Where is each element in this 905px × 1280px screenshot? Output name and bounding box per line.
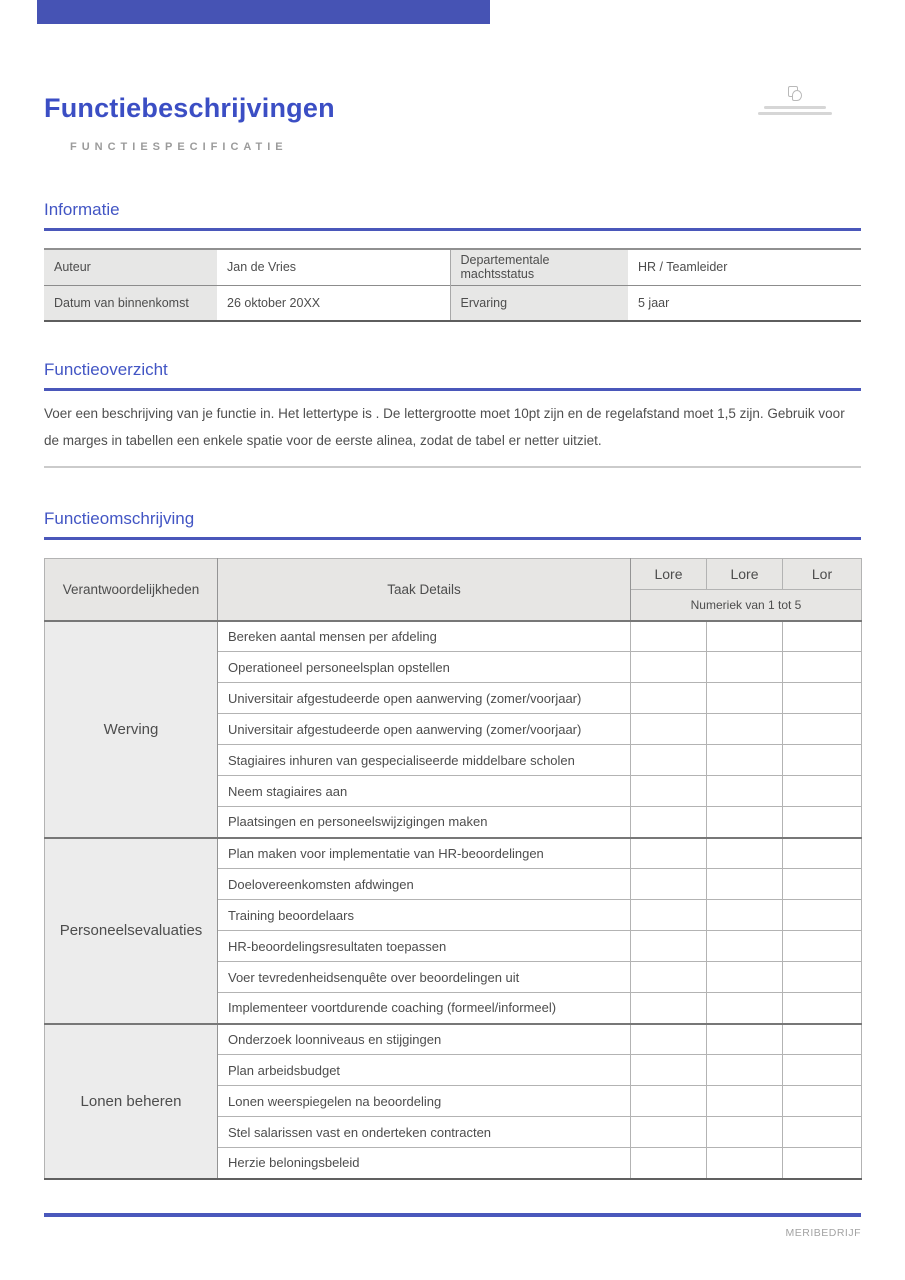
rating-cell: [707, 807, 783, 838]
rating-cell: [707, 1024, 783, 1055]
rating-cell: [631, 1055, 707, 1086]
rating-scale-header: Numeriek van 1 tot 5: [631, 590, 862, 621]
task-cell: Plaatsingen en personeelswijzigingen maken: [218, 807, 631, 838]
rating-cell: [631, 993, 707, 1024]
rating-cell: [707, 931, 783, 962]
rating-cell: [783, 776, 862, 807]
section-rule: [44, 537, 861, 540]
task-cell: Operationeel personeelsplan opstellen: [218, 652, 631, 683]
rating-cell: [631, 621, 707, 652]
table-header-row: [45, 559, 862, 590]
rating-cell: [631, 683, 707, 714]
task-cell: Training beoordelaars: [218, 900, 631, 931]
rating-cell: [783, 900, 862, 931]
task-cell: Plan maken voor implementatie van HR-beoordelingen: [218, 838, 631, 869]
task-cell: Stagiaires inhuren van gespecialiseerde middelbare scholen: [218, 745, 631, 776]
rating-cell: [783, 962, 862, 993]
rating-cell: [783, 652, 862, 683]
info-label: Departementale machtsstatus: [450, 249, 628, 285]
column-header-task-details: Taak Details: [218, 559, 631, 621]
rating-cell: [707, 714, 783, 745]
info-value: 5 jaar: [628, 285, 861, 321]
info-label: Ervaring: [450, 285, 628, 321]
rating-cell: [783, 1055, 862, 1086]
rating-cell: [631, 776, 707, 807]
logo-text-line: [758, 112, 832, 115]
top-accent-bar: [37, 0, 490, 24]
section-rule: [44, 228, 861, 231]
rating-cell: [631, 1024, 707, 1055]
task-cell: Voer tevredenheidsenquête over beoordelingen uit: [218, 962, 631, 993]
task-cell: Onderzoek loonniveaus en stijgingen: [218, 1024, 631, 1055]
rating-cell: [631, 1117, 707, 1148]
pages-icon: [788, 86, 803, 101]
rating-cell: [707, 1055, 783, 1086]
rating-cell: [631, 838, 707, 869]
rating-cell: [783, 1024, 862, 1055]
rating-cell: [783, 1148, 862, 1179]
task-cell: Stel salarissen vast en onderteken contracten: [218, 1117, 631, 1148]
info-value: 26 oktober 20XX: [217, 285, 450, 321]
page-footer: [44, 1213, 861, 1239]
task-cell: Bereken aantal mensen per afdeling: [218, 621, 631, 652]
rating-cell: [783, 838, 862, 869]
logo-text-line: [764, 106, 826, 109]
rating-cell: [631, 1086, 707, 1117]
rating-cell: [707, 745, 783, 776]
rating-cell: [707, 993, 783, 1024]
document-subtitle: FUNCTIESPECIFICATIE: [70, 141, 288, 153]
rating-column-header: Lore: [631, 559, 707, 590]
rating-cell: [707, 900, 783, 931]
page-title: Functiebeschrijvingen: [44, 93, 335, 123]
rating-column-header: Lore: [707, 559, 783, 590]
rating-cell: [707, 869, 783, 900]
rating-cell: [783, 931, 862, 962]
group-cell-werving: Werving: [45, 621, 218, 838]
task-cell: HR-beoordelingsresultaten toepassen: [218, 931, 631, 962]
rating-cell: [707, 838, 783, 869]
rating-cell: [783, 1117, 862, 1148]
company-logo: [735, 86, 855, 118]
table-row: [45, 838, 862, 869]
group-cell-lonen-beheren: Lonen beheren: [45, 1024, 218, 1179]
info-value: HR / Teamleider: [638, 260, 728, 275]
rating-cell: [631, 745, 707, 776]
rating-cell: [631, 900, 707, 931]
footer-rule: [44, 1213, 861, 1217]
rating-cell: [631, 1148, 707, 1179]
rating-cell: [631, 869, 707, 900]
rating-cell: [631, 807, 707, 838]
section-heading-informatie: Informatie: [44, 200, 120, 219]
task-cell: Lonen weerspiegelen na beoordeling: [218, 1086, 631, 1117]
task-cell: Implementeer voortdurende coaching (formeel/informeel): [218, 993, 631, 1024]
rating-column-header: Lor: [783, 559, 862, 590]
info-value: Jan de Vries: [227, 260, 297, 275]
info-label: Datum van binnenkomst: [44, 285, 217, 321]
task-cell: Plan arbeidsbudget: [218, 1055, 631, 1086]
group-cell-personeelsevaluaties: Personeelsevaluaties: [45, 838, 218, 1024]
section-heading-functieoverzicht: Functieoverzicht: [44, 360, 168, 379]
rating-cell: [707, 1148, 783, 1179]
section-rule: [44, 388, 861, 391]
task-cell: Universitair afgestudeerde open aanwerving (zomer/voorjaar): [218, 683, 631, 714]
rating-cell: [707, 652, 783, 683]
info-row: [44, 249, 861, 285]
rating-cell: [783, 807, 862, 838]
column-header-responsibilities: Verantwoordelijkheden: [45, 559, 218, 621]
info-label: Auteur: [44, 249, 217, 285]
info-table: [44, 248, 861, 322]
overview-paragraph: Voer een beschrijving van je functie in. Het lettertype is . De lettergrootte moet 10pt zijn en de regelafstand moet 1,5 zijn. Gebruik voor de marges in tabellen een enkele spatie voor de eerste alinea, zodat de tabel er netter uitziet.: [44, 406, 845, 448]
description-table: [44, 558, 862, 1180]
rating-cell: [631, 714, 707, 745]
task-cell: Doelovereenkomsten afdwingen: [218, 869, 631, 900]
table-row: [45, 621, 862, 652]
rating-cell: [783, 993, 862, 1024]
footer-brand: MERIBEDRIJF: [785, 1227, 861, 1239]
task-cell: Neem stagiaires aan: [218, 776, 631, 807]
rating-cell: [783, 1086, 862, 1117]
rating-cell: [783, 869, 862, 900]
info-row: [44, 285, 861, 321]
rating-cell: [707, 1086, 783, 1117]
section-heading-functieomschrijving: Functieomschrijving: [44, 509, 195, 528]
rating-cell: [707, 776, 783, 807]
rating-cell: [783, 683, 862, 714]
rating-cell: [631, 652, 707, 683]
rating-cell: [707, 962, 783, 993]
rating-cell: [783, 621, 862, 652]
table-row: [45, 1024, 862, 1055]
rating-cell: [707, 621, 783, 652]
paragraph-divider: [44, 466, 861, 468]
task-cell: Universitair afgestudeerde open aanwerving (zomer/voorjaar): [218, 714, 631, 745]
rating-cell: [707, 1117, 783, 1148]
rating-cell: [783, 745, 862, 776]
rating-cell: [707, 683, 783, 714]
task-cell: Herzie beloningsbeleid: [218, 1148, 631, 1179]
rating-cell: [631, 931, 707, 962]
rating-cell: [783, 714, 862, 745]
rating-cell: [631, 962, 707, 993]
